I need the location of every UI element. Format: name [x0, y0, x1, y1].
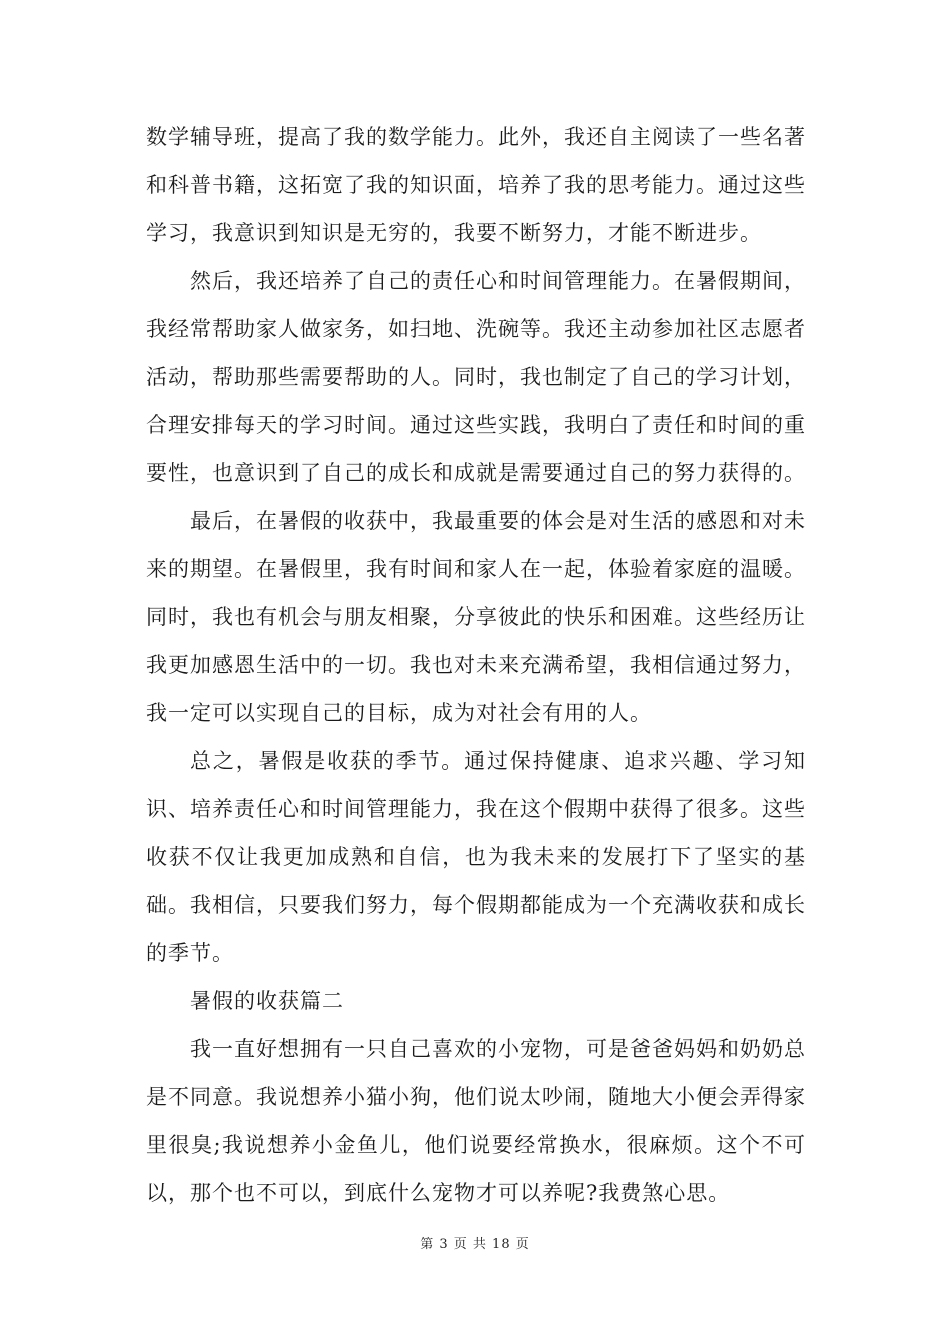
section-heading: 暑假的收获篇二 [190, 989, 344, 1013]
paragraph-gratitude: 最后，在暑假的收获中，我最重要的体会是对生活的感恩和对未来的期望。在暑假里，我有时间和家人在一起，体验着家庭的温暖。同时，我也有机会与朋友相聚，分享彼此的快乐和困难。这些经历让我更加感恩生活中的一切。我也对未来充满希望，我相信通过努力，我一定可以实现自己的目标，成为对社会有用的人。 [146, 509, 806, 725]
document-body [146, 113, 806, 1217]
paragraph-conclusion: 总之，暑假是收获的季节。通过保持健康、追求兴趣、学习知识、培养责任心和时间管理能力，我在这个假期中获得了很多。这些收获不仅让我更加成熟和自信，也为我未来的发展打下了坚实的基础。我相信，只要我们努力，每个假期都能成为一个充满收获和成长的季节。 [146, 749, 806, 965]
page-number: 第 3 页 共 18 页 [420, 1237, 530, 1252]
paragraph-continued: 数学辅导班，提高了我的数学能力。此外，我还自主阅读了一些名著和科普书籍，这拓宽了我的知识面，培养了我的思考能力。通过这些学习，我意识到知识是无穷的，我要不断努力，才能不断进步。 [146, 125, 806, 245]
paragraph-pet: 我一直好想拥有一只自己喜欢的小宠物，可是爸爸妈妈和奶奶总是不同意。我说想养小猫小狗，他们说太吵闹，随地大小便会弄得家里很臭;我说想养小金鱼儿，他们说要经常换水，很麻烦。这个不可以，那个也不可以，到底什么宠物才可以养呢?我费煞心思。 [146, 1037, 806, 1205]
paragraph-responsibility: 然后，我还培养了自己的责任心和时间管理能力。在暑假期间，我经常帮助家人做家务，如扫地、洗碗等。我还主动参加社区志愿者活动，帮助那些需要帮助的人。同时，我也制定了自己的学习计划，合理安排每天的学习时间。通过这些实践，我明白了责任和时间的重要性，也意识到了自己的成长和成就是需要通过自己的努力获得的。 [146, 269, 806, 485]
